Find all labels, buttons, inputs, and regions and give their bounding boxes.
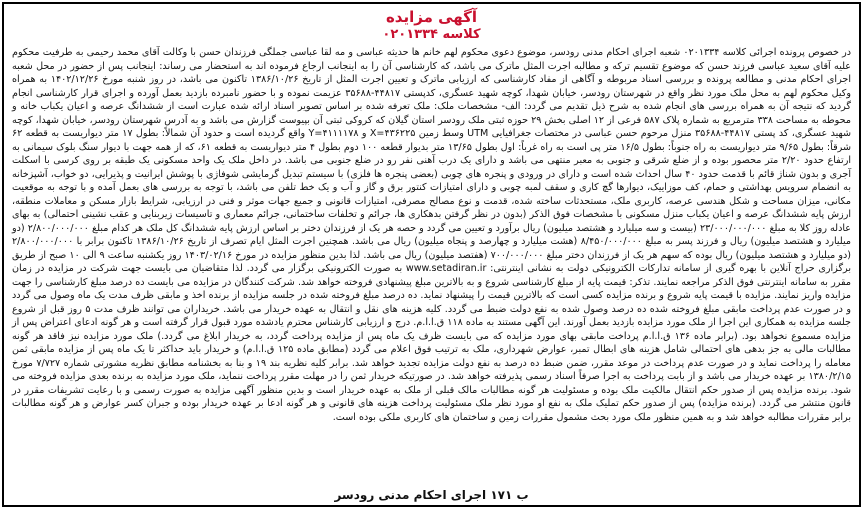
notice-signature: ب ۱۷۱ اجرای احکام مدنی رودسر — [334, 488, 529, 502]
notice-frame — [2, 2, 861, 507]
notice-paragraph: در خصوص پرونده اجرائی کلاسه ۰۲۰۱۳۳۴ شعبه اجرای احکام مدنی رودسر، موضوع دعوی محکوم لهم خانم ها حدیثه عباسی و مه لقا عباسی جملگی فرزندان حسن با وکالت آقای محمد رحیمی به طرفیت محکوم علیه آقای سعید عباسی فرزند حسن که موضوع تقسیم ترکه و مطالبه اجرت المثل ماترک می باشد، که کارشناسی آن را به اینجانب ارجاع فرموده اند به استحضار می رساند: اینجانب پس از حضور در محل شعبه اجرای احکام مدنی و مطالعه پرونده و بررسی اسناد مربوطه و آگاهی از مفاد کارشناسی که ارزیابی ماترک و تعیین اجرت المثل از تاریخ ۱۳۸۶/۱۰/۲۶ تاکنون می باشد، در روز شنبه مورخ ۱۴۰۲/۱۲/۲۶ به همراه وکیل محکوم لهم به محل ملک مورد نظر واقع در شهرستان رودسر، خیابان شهدا، کوچه شهید عسگری، کدپستی ۴۴۸۱۷-۳۵۶۸۸ عزیمت نموده و با حضور نامبرده بازدید بعمل آورده و اجرای قرار کارشناسی انجام گردید که نتیجه آن به همراه بررسی های انجام شده به شرح ذیل تقدیم می گردد: الف- مشخصات ملک: ملک تعرفه شده بر اساس تصویر اسناد ارائه شده عبارت است از ششدانگ عرصه و اعیان یکباب خانه و محوطه به مساحت ۳۳۸ مترمربع به شماره پلاک ۵۸۷ فرعی از ۱۲ اصلی بخش ۲۹ حوزه ثبتی ملک رودسر استان گیلان که کروکی ثبتی آن بپیوست گزارش می باشد و به آدرس شهرستان رودسر، خیابان شهدا، کوچه شهید عسگری، کد پستی ۴۴۸۱۷-۳۵۶۸۸ منزل مرحوم حسن عباسی در مختصات جغرافیایی UTM وسط زمین X=۴۳۶۲۲۵ و Y=۴۱۱۱۱۷۸ واقع گردیده است و حدود آن شمالاً: بطول ۱۷ متر دیواریست به قطعه ۶۲ شرقاً: بطول ۹/۶۵ متر دیواریست به راه جنوباً: بطول ۱۶/۵ متر پی است به راه غرباً: اول بطول ۱۳/۶۵ متر بدیوار قطعه ۱۰۰ دوم بطول ۴ متر دیواریست به قطعه ۶۱، که از همه جهت با دیوار سنگ بلوک سیمانی به ارتفاع حدود ۲/۲۰ متر محصور بوده و از ضلع شرقی و جنوبی به معبر منتهی می باشد و دارای یک درب آهنی نفر رو در ضلع جنوبی می باشد. در داخل ملک یک واحد مسکونی یک طبقه بر روی کرسی با اسکلت آجری و بدون شناژ قائم با قدمت حدود ۴۰ سال احداث شده است و دارای در ورودی و پنجره های چوبی (بعضی پنجره ها فلزی) با سیستم تبدیل گرمایشی شوفاژی با پوشش ایرانیت و پذیرایی، دو خواب، آشپزخانه به انضمام سرویس بهداشتی و حمام، کف موزاییک، دیوارها گچ کاری و سقف لمبه چوبی و دارای امتیازات کنتور برق و گاز و آب و یک خط تلفن می باشد، با توجه به بررسی های بعمل آمده و با توجه به موقعیت مکانی، میزان مساحت و شکل هندسی عرصه، کاربری ملک، مستحدثات ساخته شده، قدمت و نوع مصالح مصرفی، امتیازات قانونی و جمیع جهات موثر و فنی در ارزیابی، شرایط بازار مسکن و معاملات منطقه، ارزش پایه ششدانگ عرصه و اعیان یکباب منزل مسکونی با مشخصات فوق الذکر (بدون در نظر گرفتن بدهکاری ها، جرائم و تخلفات ساختمانی، جرائم معماری و تاسیسات زیربنایی و عقب نشینی احتمالی) به بهای عادله روز کلا به مبلغ ۲۳/۰۰۰/۰۰۰/۰۰۰ (بیست و سه میلیارد و هشتصد میلیون) ریال برآورد و تعیین می گردد و حصه هر یک از فرزندان دختر بر اساس ارزش پایه ششدانگ کل ملک هر کدام مبلغ ۲/۸۰۰/۰۰۰/۰۰۰ (دو میلیارد و هشتصد میلیون) ریال و فرزند پسر به مبلغ ۸/۴۵۰/۰۰۰/۰۰۰ (هشت میلیارد و چهارصد و پنجاه میلیون) ریال می باشد. همچنین اجرت المثل ایام تصرف از تاریخ ۱۳۸۶/۱۰/۲۶ تاکنون برابر با ۲/۸۰۰/۰۰۰/۰۰۰ (دو میلیارد و هشتصد میلیون) ریال بوده که سهم هر یک از فرزندان دختر مبلغ ۷۰۰/۰۰۰/۰۰۰ (هفتصد میلیون) ریال می باشد. لذا بدین منظور مزایده در مورخ ۱۴۰۳/۰۲/۱۶ روز یکشنبه ساعت ۹ الی ۱۰ صبح از طریق برگزاری حراج آنلاین با بهره گیری از سامانه تدارکات الکترونیکی دولت به نشانی اینترنتی: www.setadiran.ir به صورت الکترونیکی برگزار می گردد. لذا متقاضیان می بایست جهت شرکت در مزایده در زمان مقرر به سامانه اینترنتی فوق الذکر مراجعه نمایند. تذکر: قیمت پایه از مبلغ کارشناسی شروع و به بالاترین مبلغ پیشنهادی فروخته خواهد شد. شرکت کنندگان در مزایده می بایست ده درصد مبلغ کارشناسی را جهت مزایده واریز نمایند. مزایده با قیمت پایه شروع و برنده مزایده کسی است که بالاترین قیمت را پیشنهاد نماید. ده درصد مبلغ فروخته شده در جلسه مزایده از برنده اخذ و مابقی ظرف مدت یک ماه وصول می گردد و در صورت عدم پرداخت مابقی مبلغ فروخته شده ده درصد وصول شده به نفع دولت ضبط می گردد. کلیه هزینه های نقل و انتقال به عهده خریدار می باشد. خریداران می توانند ظرف مدت ۵ روز قبل از شروع جلسه مزایده به همکاری این اجرا از ملک مورد مزایده بازدید بعمل آورند. این آگهی مستند به ماده ۱۱۸ ق.ا.ا.م. درج و ارزیابی کارشناس محترم یادشده مورد قبول قرار گرفته است و هر گونه ادعای اعتراض پس از مزایده مسموع نخواهد بود. (برابر ماده ۱۳۶ ق.ا.ا.م پرداخت مابقی بهای مورد مزایده که می بایست ظرف یک ماه پس از مزایده پرداخت گردد، به خریدار ابلاغ می گردد.) ملک مورد مزایده نیز فاقد هر گونه مطالبات مالی به جز بدهی های احتمالی شامل هزینه های ابطال تمبر، عوارض شهرداری، ملک به ترتیب فوق اعلام می گردد (مطابق ماده ۱۲۵ ق.ا.ا.م) و خریدار باید حداکثر تا یک ماه پس از مزایده مابقی ثمن معامله را پرداخت نماید و در صورت عدم پرداخت در موعد مقرر، ضمن ضبط ده درصد به نفع دولت مزایده تجدید خواهد شد. برابر کلیه نظریه بند ۱۹ و بنا به بخشنامه مطابق نظریه مشورتی شماره ۷/۷۲۷ مورخ ۱۳۸۰/۲/۱۵ بر عهده خریدار می باشد و از بابت پرداخت به اجرا صرفاً اسناد رسمی پذیرفته خواهد شد. در صورتیکه خریدار ثمن را در مهلت مقرر پرداخت ننماید، ملک مورد مزایده به برنده بعدی مزایده فروخته می شود. برنده مزایده پس از صدور حکم انتقال مالکیت ملک بوده و مسئولیت هر گونه مطالبات مالک قبلی از ملک به عهده خریدار است و بدین منظور آگهی مزایده به صورت رسمی و با رعایت تشریفات مقرر در قانون منتشر می گردد. (برنده مزایده) پس از صدور حکم تملیک ملک به نفع او مورد نظر ملک مسئولیت پرداخت هزینه های قانونی و هر گونه ادعا بر عهده خریدار بوده و جبران کسر عوارض و هر گونه مطالبات برابر مقررات مطالبه خواهد شد و به همین منظور ملک مورد بحث مشمول مقررات زمین و ساختمان های کاربری ملکی بوده است. — [12, 47, 852, 423]
notice-header — [4, 8, 859, 43]
case-number: ۰۲۰۱۳۳۴ — [382, 27, 438, 42]
notice-body — [4, 43, 859, 424]
case-label: کلاسه — [442, 27, 481, 42]
case-line — [4, 26, 859, 43]
notice-title: آگهی مزایده — [385, 8, 478, 26]
